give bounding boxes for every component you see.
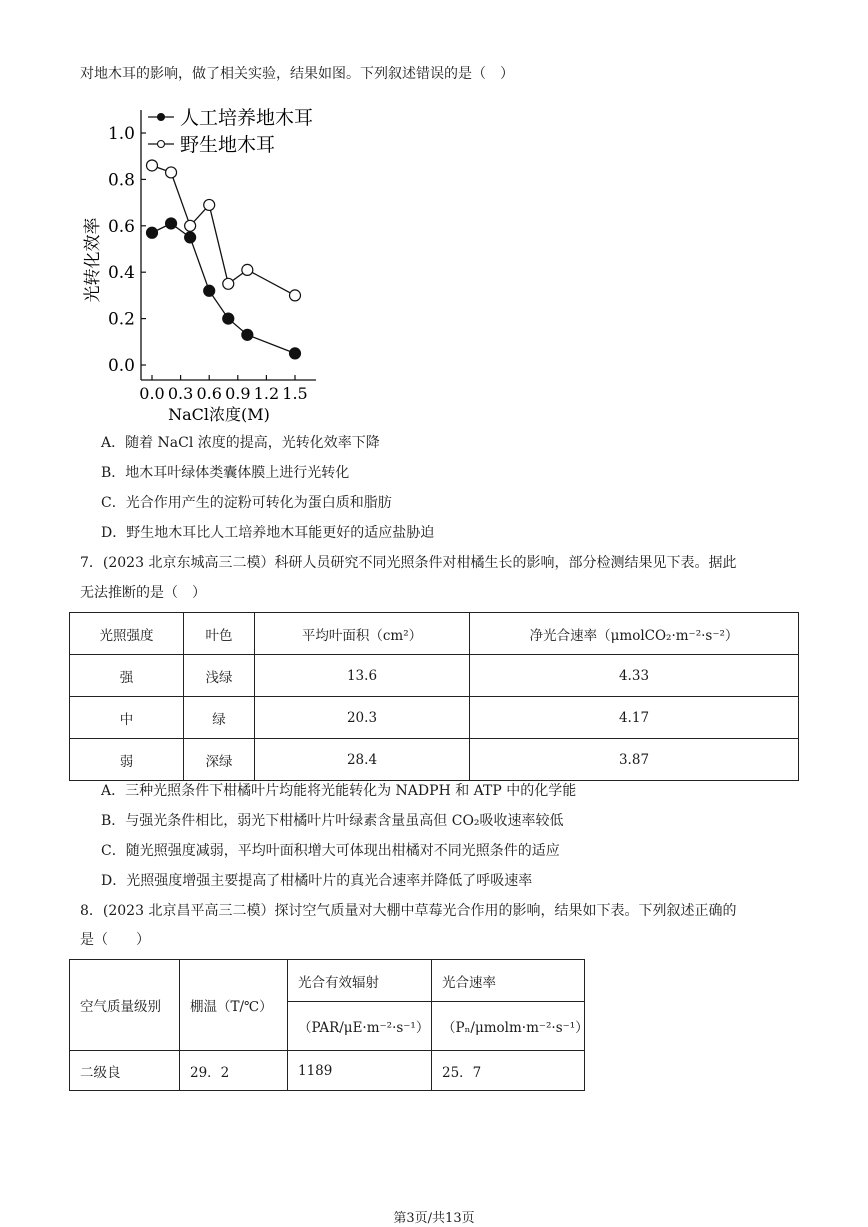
table-header-row	[70, 960, 585, 1002]
chart-series	[147, 160, 301, 359]
table-header-cell: （PAR/μE·m⁻²·s⁻¹）	[288, 1002, 432, 1051]
table-cell: 13.6	[255, 655, 470, 697]
data-point	[166, 167, 177, 178]
q7-option-c: C．随光照强度减弱，平均叶面积增大可体现出柑橘对不同光照条件的适应	[101, 843, 560, 859]
table-header-cell: 棚温（T/℃）	[180, 960, 288, 1051]
table-row	[70, 739, 799, 781]
table-header-cell: 光照强度	[70, 613, 184, 655]
data-point	[185, 220, 196, 231]
table-cell: 二级良	[70, 1051, 180, 1091]
table-cell: 强	[70, 655, 184, 697]
chart-x-axis-label: NaCl浓度(M)	[168, 405, 270, 424]
q6-option-c: C．光合作用产生的淀粉可转化为蛋白质和脂肪	[101, 495, 392, 511]
table-cell: 弱	[70, 739, 184, 781]
table-header-row	[70, 613, 799, 655]
table-cell: 29．2	[180, 1051, 288, 1091]
data-point	[290, 348, 301, 359]
series-line	[152, 223, 295, 353]
y-tick-label: 0.6	[107, 216, 135, 237]
data-point	[204, 285, 215, 296]
table-cell: 绿	[184, 697, 255, 739]
y-tick-label: 0.0	[107, 356, 135, 376]
line-chart	[76, 100, 326, 430]
data-point	[290, 290, 301, 301]
x-tick-label: 0.9	[225, 384, 251, 403]
table-cell: 1189	[288, 1051, 432, 1091]
table-cell: 20.3	[255, 697, 470, 739]
data-point	[242, 329, 253, 340]
table-cell: 浅绿	[184, 655, 255, 697]
q8-table	[69, 959, 589, 1091]
x-tick-label: 0.0	[139, 384, 165, 403]
table-header-cell: 光合有效辐射	[288, 960, 432, 1002]
chart-y-axis-label: 光转化效率	[83, 217, 103, 303]
x-tick-label: 0.3	[167, 384, 194, 403]
table-header-cell: 空气质量级别	[70, 960, 180, 1051]
legend-label: 野生地木耳	[180, 134, 276, 156]
x-tick-label: 0.6	[196, 384, 222, 403]
table-cell: 4.17	[470, 697, 799, 739]
y-tick-label: 0.2	[107, 309, 135, 330]
question-intro: 对地木耳的影响，做了相关实验，结果如图。下列叙述错误的是（ ）	[80, 66, 514, 82]
table-row	[70, 655, 799, 697]
q6-option-d: D．野生地木耳比人工培养地木耳能更好的适应盐胁迫	[101, 525, 435, 541]
legend-label: 人工培养地木耳	[180, 107, 314, 129]
q7-table	[69, 612, 799, 781]
q7-option-a: A．三种光照条件下柑橘叶片均能将光能转化为 NADPH 和 ATP 中的化学能	[101, 783, 577, 799]
table-header-cell: 光合速率	[432, 960, 585, 1002]
q6-option-a: A．随着 NaCl 浓度的提高，光转化效率下降	[101, 435, 380, 451]
chart-legend	[148, 107, 313, 156]
table-cell: 中	[70, 697, 184, 739]
data-point	[223, 313, 234, 324]
table-cell: 3.87	[470, 739, 799, 781]
x-tick-label: 1.5	[282, 384, 308, 403]
table-header-cell: （Pₙ/μmolm·m⁻²·s⁻¹）	[432, 1002, 585, 1051]
q7-option-d: D．光照强度增强主要提高了柑橘叶片的真光合速率并降低了呼吸速率	[101, 873, 533, 889]
q7-option-b: B．与强光条件相比，弱光下柑橘叶片叶绿素含量虽高但 CO₂吸收速率较低	[101, 813, 564, 829]
table-header-cell: 平均叶面积（cm²）	[255, 613, 470, 655]
q7-stem-line2: 无法推断的是（ ）	[80, 585, 206, 601]
table-cell: 4.33	[470, 655, 799, 697]
table-header-cell: 叶色	[184, 613, 255, 655]
data-point	[242, 264, 253, 275]
y-tick-label: 1.0	[107, 124, 135, 144]
table-row	[70, 697, 799, 739]
q6-option-b: B．地木耳叶绿体类囊体膜上进行光转化	[101, 465, 350, 481]
q7-stem-line1: 7．(2023 北京东城高三二模）科研人员研究不同光照条件对柑橘生长的影响，部分检测结果见下表。据此	[80, 555, 737, 571]
data-point	[147, 227, 158, 238]
page-footer: 第3页/共13页	[393, 1211, 475, 1226]
table-cell: 25．7	[432, 1051, 585, 1091]
data-point	[147, 160, 158, 171]
table-cell: 28.4	[255, 739, 470, 781]
legend-marker	[158, 114, 165, 121]
legend-marker	[158, 141, 165, 148]
y-tick-label: 0.4	[107, 263, 135, 284]
table-cell: 深绿	[184, 739, 255, 781]
q8-stem-line1: 8．(2023 北京昌平高三二模）探讨空气质量对大棚中草莓光合作用的影响，结果如下表。下列叙述正确的	[80, 903, 737, 919]
table-row	[70, 1051, 585, 1091]
table-header-cell: 净光合速率（μmolCO₂·m⁻²·s⁻²）	[470, 613, 799, 655]
series-line	[152, 165, 295, 295]
q8-stem-line2: 是（ ）	[80, 932, 150, 948]
data-point	[223, 278, 234, 289]
data-point	[185, 232, 196, 243]
data-point	[166, 218, 177, 229]
x-tick-label: 1.2	[253, 384, 280, 403]
data-point	[204, 199, 215, 210]
y-tick-label: 0.8	[107, 170, 135, 191]
